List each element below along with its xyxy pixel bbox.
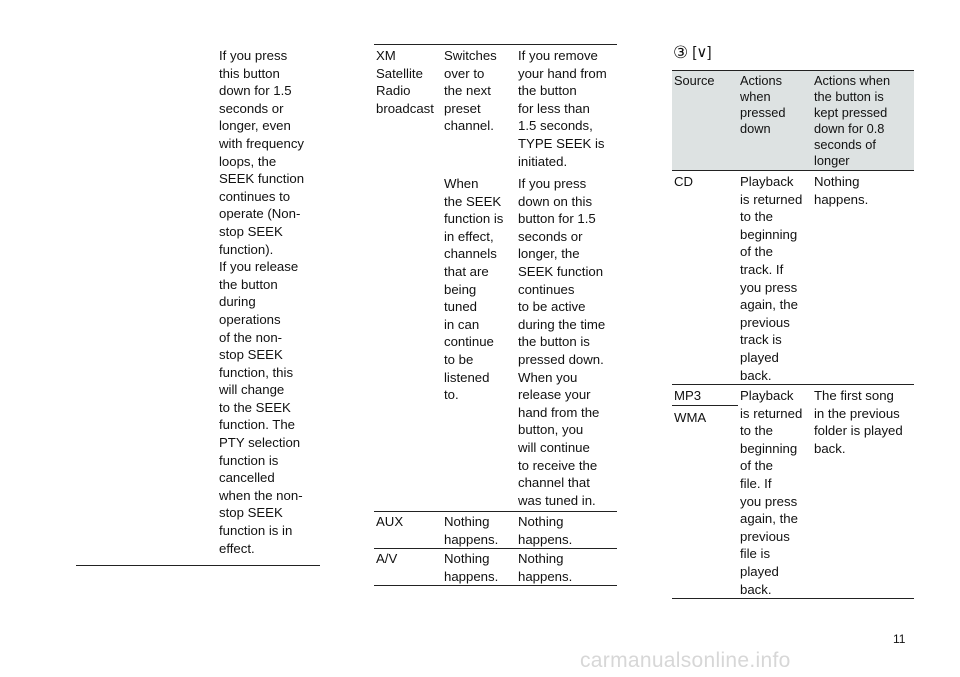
table-row bbox=[374, 547, 617, 585]
held-action-cell: Nothing happens. bbox=[518, 514, 573, 547]
pressed-action-cell: Playback is returned to the beginning of the track. If you press again, the previous track is played back. bbox=[740, 174, 803, 383]
table-row bbox=[672, 384, 914, 598]
circled-number: ③ bbox=[673, 43, 689, 62]
table-rule bbox=[374, 585, 617, 586]
held-action-cell: Nothing happens. bbox=[518, 551, 573, 584]
source-cell: XM Satellite Radio broadcast bbox=[376, 48, 434, 116]
held-action-cell: If you remove your hand from the button for less than 1.5 seconds, TYPE SEEK is initiated. bbox=[518, 48, 607, 169]
pressed-action-cell: Nothing happens. bbox=[444, 551, 499, 584]
header-pressed: Actions when pressed down bbox=[740, 73, 786, 137]
seek-description-text: If you press this button down for 1.5 seconds or longer, even with frequency loops, the SEEK function continues to operate (Non- stop SEEK function). If you release the button during operations of the non- stop SEEK function, this will change to the SEEK function. The PTY selection function is cancelled when the non- stop SEEK function is in effect. bbox=[219, 48, 305, 556]
header-held: Actions when the button is kept pressed down for 0.8 seconds of longer bbox=[814, 73, 891, 169]
table-row bbox=[374, 172, 617, 510]
table-row bbox=[374, 510, 617, 547]
pressed-action-cell: Playback is returned to the beginning of the file. If you press again, the previous file is played back. bbox=[740, 388, 803, 597]
source-cell: CD bbox=[674, 174, 694, 189]
section-heading bbox=[673, 43, 712, 63]
table-header-row bbox=[672, 70, 914, 170]
source-cell-wma: WMA bbox=[674, 410, 707, 425]
source-cell: AUX bbox=[376, 514, 404, 529]
source-cell: A/V bbox=[376, 551, 398, 566]
header-source: Source bbox=[674, 73, 715, 88]
pressed-action-cell: When the SEEK function is in effect, channels that are being tuned in can continue to be listened to. bbox=[444, 176, 504, 403]
down-key-label: [∨] bbox=[692, 44, 712, 61]
source-actions-table bbox=[374, 44, 617, 585]
table-rule bbox=[672, 598, 914, 599]
held-action-cell: If you press down on this button for 1.5 seconds or longer, the SEEK function continues to be active during the time the button is pressed down. When you release your hand from the button, you will continue to receive the channel that was tuned in. bbox=[518, 176, 606, 508]
source-cell-mp3: MP3 bbox=[674, 388, 702, 403]
mp3-wma-divider bbox=[672, 405, 738, 406]
watermark: carmanualsonline.info bbox=[580, 649, 791, 672]
pressed-action-cell: Switches over to the next preset channel. bbox=[444, 48, 497, 134]
table-row bbox=[672, 170, 914, 384]
held-action-cell: Nothing happens. bbox=[814, 174, 869, 207]
page-number: 11 bbox=[893, 632, 906, 646]
pressed-action-cell: Nothing happens. bbox=[444, 514, 499, 547]
column-divider bbox=[76, 565, 320, 566]
table-row bbox=[374, 44, 617, 172]
down-key-actions-table bbox=[672, 70, 914, 598]
held-action-cell: The first song in the previous folder is played back. bbox=[814, 388, 903, 456]
